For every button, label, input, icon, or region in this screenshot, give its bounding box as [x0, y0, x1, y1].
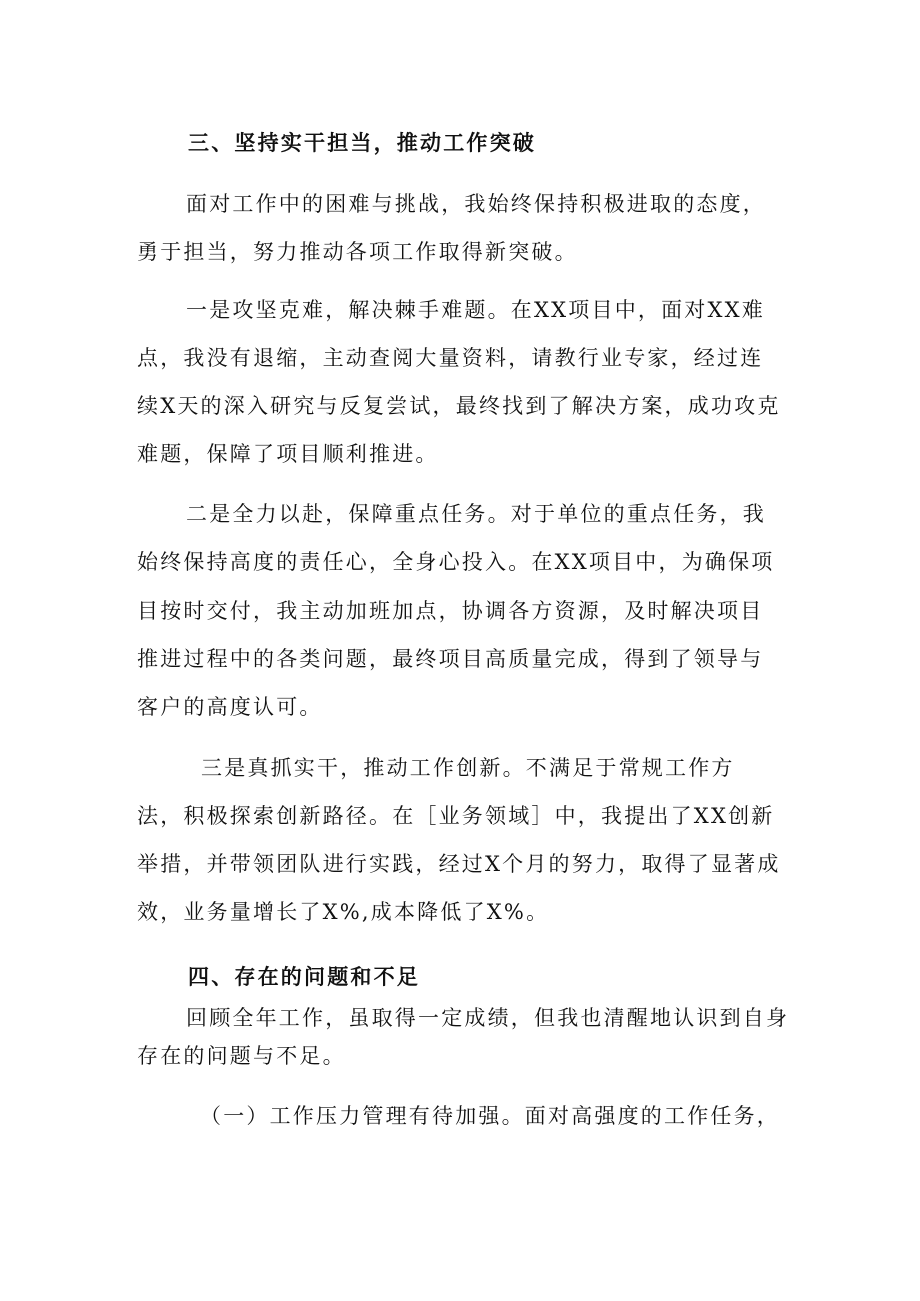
section-4-heading: 四、存在的问题和不足: [188, 964, 420, 989]
point-2-line-1: 二是全力以赴，保障重点任务。对于单位的重点任务，我: [186, 502, 766, 526]
section-4-intro-line-1: 回顾全年工作，虽取得一定成绩，但我也清醒地认识到自身: [186, 1006, 790, 1030]
point-3-line-3: 举措，并带领团队进行实践，经过X个月的努力，取得了显著成: [137, 852, 781, 876]
point-2-line-5: 客户的高度认可。: [137, 695, 323, 719]
section-3-intro-line-1: 面对工作中的困难与挑战，我始终保持积极进取的态度，: [186, 192, 766, 216]
item-1-line-1: （一）工作压力管理有待加强。面对高强度的工作任务，: [200, 1104, 780, 1128]
point-2-line-4: 推进过程中的各类问题，最终项目高质量完成，得到了领导与: [137, 647, 764, 671]
section-4-intro-line-2: 存在的问题与不足。: [137, 1044, 346, 1068]
point-1-line-2: 点，我没有退缩，主动查阅大量资料，请教行业专家，经过连: [137, 346, 764, 370]
point-3-line-4: 效，业务量增长了X%,成本降低了X%。: [137, 900, 550, 924]
point-1-line-4: 难题，保障了项目顺利推进。: [137, 442, 439, 466]
section-3-intro-line-2: 勇于担当，努力推动各项工作取得新突破。: [137, 240, 578, 264]
point-3-line-2: 法，积极探索创新路径。在［业务领域］中，我提出了XX创新: [137, 804, 775, 828]
point-1-line-1: 一是攻坚克难，解决棘手难题。在XX项目中，面对XX难: [186, 298, 765, 322]
point-3-line-1: 三是真抓实干，推动工作创新。不满足于常规工作方: [201, 756, 735, 780]
point-2-line-3: 目按时交付，我主动加班加点，协调各方资源，及时解决项目: [137, 599, 764, 623]
section-3-heading: 三、坚持实干担当，推动工作突破: [188, 130, 536, 155]
point-2-line-2: 始终保持高度的责任心，全身心投入。在XX项目中，为确保项: [137, 550, 775, 574]
point-1-line-3: 续X天的深入研究与反复尝试，最终找到了解决方案，成功攻克: [137, 394, 781, 418]
